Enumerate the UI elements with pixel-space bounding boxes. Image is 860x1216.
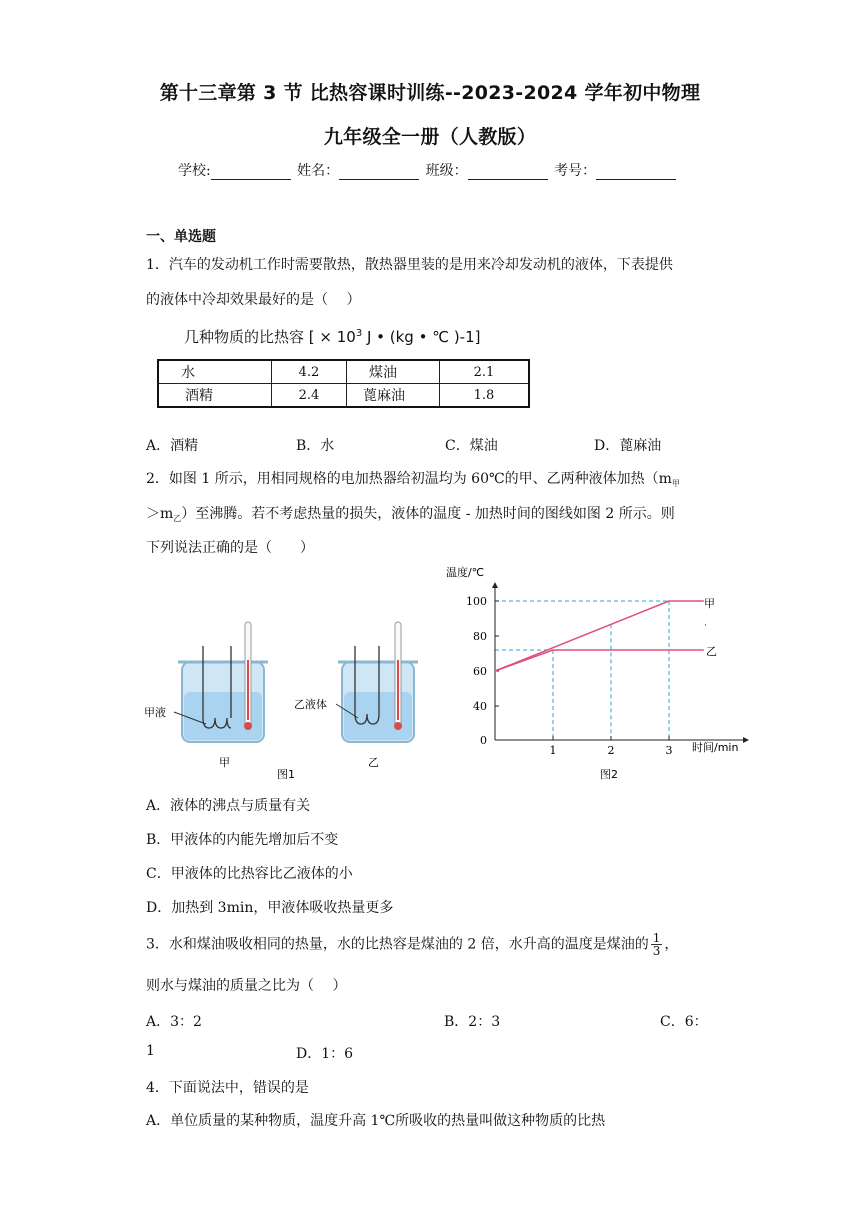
q3-line2: 则水与煤油的质量之比为（ ） [146, 978, 347, 994]
fig1-label-yi-liquid: 乙液体 [294, 698, 327, 711]
name-label: 姓名： [297, 163, 340, 179]
y-tick-label: 0 [480, 734, 487, 747]
fig2-caption: 图2 [600, 768, 618, 781]
table-cell: 4.2 [272, 360, 347, 384]
student-info-row [178, 160, 678, 180]
fraction-denominator: 3 [652, 944, 661, 958]
figure2-chart [440, 562, 758, 784]
series-label-jia: 甲 [704, 597, 715, 610]
exam-no-label: 考号： [554, 163, 597, 179]
beaker-left [174, 622, 268, 742]
specific-heat-table [157, 359, 530, 408]
q2-option-c[interactable]: C．甲液体的比热容比乙液体的小 [146, 866, 353, 882]
series-line-yi [495, 650, 704, 671]
y-tick-label: 80 [473, 630, 487, 643]
q2-option-b[interactable]: B．甲液体的内能先增加后不变 [146, 832, 339, 848]
q2-sub-yi: 乙 [173, 514, 182, 523]
q1-line1: 1．汽车的发动机工作时需要散热，散热器里装的是用来冷却发动机的液体，下表提供 [146, 257, 673, 273]
table-cell: 蓖麻油 [347, 384, 440, 408]
caption-pre: 几种物质的比热容 [ × 10 [184, 328, 356, 346]
q3-option-d[interactable]: D．1：6 [296, 1046, 354, 1062]
exam-no-field[interactable] [596, 165, 676, 180]
table-cell: 水 [158, 360, 272, 384]
x-tick-label: 1 [549, 744, 557, 757]
fig1-label-jia-liquid: 甲液 [144, 706, 166, 719]
q1-option-c[interactable]: C．煤油 [445, 438, 498, 454]
table-cell: 酒精 [158, 384, 272, 408]
page-title-line1: 第十三章第 3 节 比热容课时训练--2023-2024 学年初中物理 [159, 82, 701, 104]
beaker-right [336, 622, 418, 742]
caption-post: J • (kg • ℃ )-1] [362, 328, 481, 346]
q2-option-d[interactable]: D．加热到 3min，甲液体吸收热量更多 [146, 900, 394, 916]
q3-option-a[interactable]: A．3：2 [146, 1014, 202, 1030]
chart-xlabel: 时间/min [692, 741, 739, 754]
fig1-caption: 图1 [277, 768, 295, 781]
figure1-beakers [140, 600, 440, 785]
fig1-beaker-yi: 乙 [368, 756, 379, 769]
q2-option-a[interactable]: A．液体的沸点与质量有关 [146, 798, 311, 814]
class-field[interactable] [468, 165, 548, 180]
q4-option-a[interactable]: A．单位质量的某种物质，温度升高 1℃所吸收的热量叫做这种物质的比热 [146, 1113, 606, 1129]
series-line-jia [495, 601, 704, 671]
table-cell: 1.8 [440, 384, 530, 408]
q2-line2 [146, 503, 675, 524]
q1-option-b[interactable]: B．水 [296, 438, 335, 454]
class-label: 班级： [425, 163, 468, 179]
q3-option-c-cont: 1 [146, 1043, 155, 1059]
caption-sup: 3 [355, 328, 363, 339]
chart-ylabel: 温度/℃ [446, 566, 485, 579]
q1-table-caption [184, 326, 480, 347]
q2-line3: 下列说法正确的是（ ） [146, 540, 314, 556]
q4-line1: 4．下面说法中，错误的是 [146, 1080, 309, 1096]
q1-option-a[interactable]: A．酒精 [146, 438, 199, 454]
chart-dot: · [704, 621, 707, 631]
series-label-yi: 乙 [706, 645, 717, 658]
q2-line1 [146, 468, 680, 489]
q1-line2: 的液体中冷却效果最好的是（ ） [146, 292, 361, 308]
table-cell: 2.1 [440, 360, 530, 384]
name-field[interactable] [339, 165, 419, 180]
q3-option-c[interactable]: C．6： [660, 1014, 708, 1030]
y-tick-label: 60 [473, 665, 487, 678]
school-field[interactable] [211, 165, 291, 180]
table-row [158, 384, 529, 408]
fraction-numerator: 1 [652, 931, 661, 945]
q3-line1 [146, 932, 678, 957]
q3-fraction [651, 932, 663, 957]
page-title-line2: 九年级全一册（人教版） [323, 126, 537, 148]
y-tick-label: 40 [473, 700, 487, 713]
q2-line2-post: ）至沸腾。若不考虑热量的损失，液体的温度 - 加热时间的图线如图 2 所示。则 [181, 506, 675, 522]
q1-option-d[interactable]: D．蓖麻油 [594, 438, 662, 454]
section-title: 一、单选题 [146, 229, 216, 245]
q2-line2-pre: ＞m [146, 506, 174, 522]
x-tick-label: 2 [607, 744, 615, 757]
fig1-beaker-jia: 甲 [219, 756, 230, 769]
q2-sub-jia: 甲 [671, 479, 680, 488]
y-tick-label: 100 [466, 595, 487, 608]
school-label: 学校: [178, 163, 211, 179]
q3-line1-text: 3．水和煤油吸收相同的热量，水的比热容是煤油的 2 倍，水升高的温度是煤油的 [146, 936, 649, 953]
q3-line1-end: ， [664, 936, 679, 953]
table-row [158, 360, 529, 384]
q3-option-b[interactable]: B．2：3 [444, 1014, 501, 1030]
x-tick-label: 3 [665, 744, 673, 757]
table-cell: 2.4 [272, 384, 347, 408]
table-cell: 煤油 [347, 360, 440, 384]
q2-line1-text: 2．如图 1 所示，用相同规格的电加热器给初温均为 60℃的甲、乙两种液体加热（m [146, 471, 672, 487]
y-axis-arrow [492, 582, 498, 588]
x-axis-arrow [743, 737, 749, 743]
